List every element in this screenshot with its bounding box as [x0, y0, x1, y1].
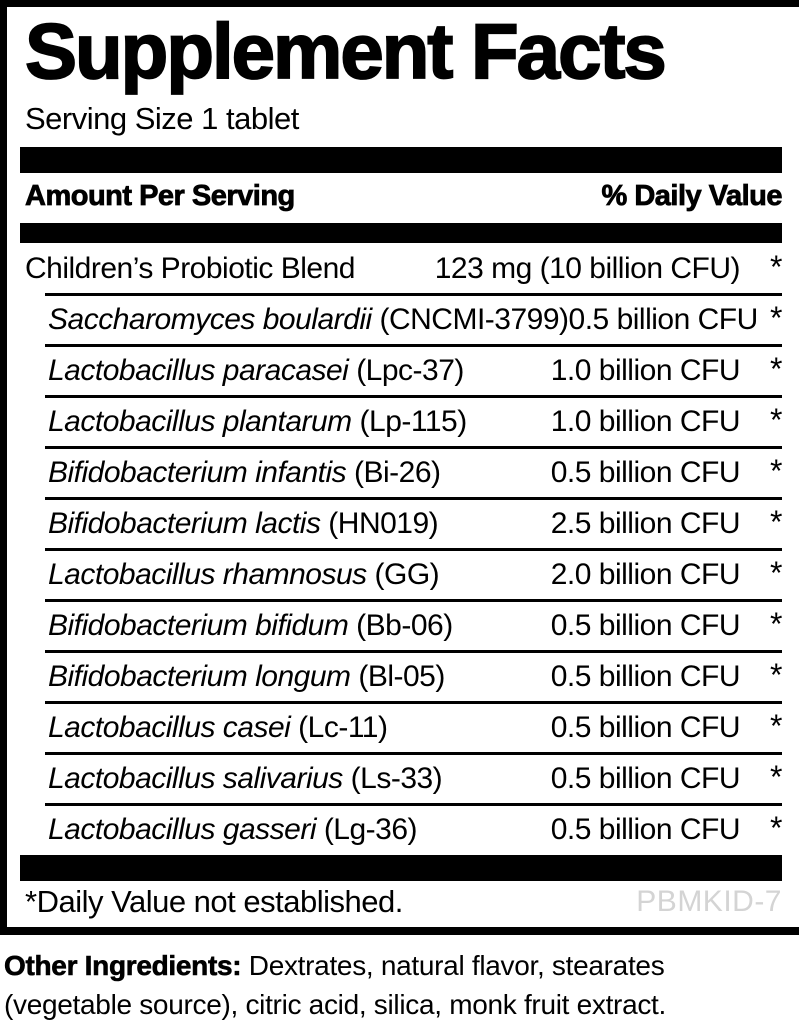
ingredient-amount: 123 mg (10 billion CFU)	[434, 251, 740, 285]
ingredient-strain-code: (Bl-05)	[350, 659, 445, 693]
daily-value-asterisk: *	[770, 759, 782, 796]
ingredient-species-name: Lactobacillus casei	[48, 710, 291, 744]
ingredient-name	[25, 252, 355, 286]
thick-separator-bar-header	[20, 223, 782, 243]
ingredient-name	[48, 507, 438, 541]
ingredient-strain-code: (HN019)	[320, 506, 439, 540]
ingredient-rows	[20, 243, 782, 855]
ingredient-row	[20, 753, 782, 804]
daily-value-asterisk: *	[770, 708, 782, 745]
ingredient-name	[48, 354, 464, 388]
ingredient-name	[48, 762, 442, 796]
ingredient-row	[20, 498, 782, 549]
ingredient-strain-code: (Lpc-37)	[348, 353, 464, 387]
supplement-facts-title: Supplement Facts	[25, 7, 665, 95]
daily-value-asterisk: *	[770, 351, 782, 388]
daily-value-asterisk: *	[770, 504, 782, 541]
ingredient-row	[20, 345, 782, 396]
daily-value-asterisk: *	[770, 555, 782, 592]
ingredient-strain-code: (Ls-33)	[342, 761, 443, 795]
percent-daily-value-header: % Daily Value	[601, 179, 782, 212]
ingredient-name	[48, 456, 441, 490]
ingredient-row	[20, 243, 782, 294]
ingredient-row	[20, 651, 782, 702]
ingredient-row	[20, 702, 782, 753]
daily-value-asterisk: *	[770, 606, 782, 643]
ingredient-species-name: Saccharomyces boulardii	[48, 302, 372, 336]
ingredient-name	[48, 405, 467, 439]
ingredient-amount: 0.5 billion CFU	[550, 659, 740, 693]
other-ingredients-line	[4, 947, 799, 986]
other-ingredients-items: Dextrates, natural flavor, stearates	[248, 950, 665, 982]
ingredient-amount: 0.5 billion CFU	[550, 812, 740, 846]
ingredient-row	[20, 447, 782, 498]
ingredient-row	[20, 294, 782, 345]
ingredient-name	[48, 609, 453, 643]
ingredient-amount: 1.0 billion CFU	[550, 353, 740, 387]
ingredient-row	[20, 600, 782, 651]
ingredient-amount: 0.5 billion CFU	[550, 761, 740, 795]
ingredient-row	[20, 804, 782, 855]
ingredient-strain-code: (Bb-06)	[348, 608, 453, 642]
other-ingredients-text	[4, 947, 799, 1024]
ingredient-name	[48, 711, 387, 745]
ingredient-species-name: Lactobacillus plantarum	[48, 404, 352, 438]
ingredient-name	[48, 660, 445, 694]
thick-separator-bar-top	[20, 147, 782, 173]
ingredient-amount: 2.5 billion CFU	[550, 506, 740, 540]
product-code: PBMKID-7	[636, 885, 782, 919]
daily-value-asterisk: *	[770, 657, 782, 694]
column-header-row	[20, 173, 782, 223]
ingredient-species-name: Bifidobacterium lactis	[48, 506, 321, 540]
amount-per-serving-header: Amount Per Serving	[25, 179, 295, 212]
ingredient-species-name: Bifidobacterium bifidum	[48, 608, 349, 642]
other-ingredients-label: Other Ingredients:	[4, 950, 242, 982]
ingredient-name	[48, 813, 417, 847]
ingredient-species-name: Bifidobacterium infantis	[48, 455, 347, 489]
daily-value-asterisk: *	[770, 402, 782, 439]
ingredient-species-name: Lactobacillus rhamnosus	[48, 557, 367, 591]
ingredient-species-name: Bifidobacterium longum	[48, 659, 351, 693]
ingredient-amount: 2.0 billion CFU	[550, 557, 740, 591]
ingredient-row	[20, 396, 782, 447]
ingredient-strain-code: (Lp-115)	[351, 404, 467, 438]
daily-value-asterisk: *	[770, 453, 782, 490]
ingredient-amount: 0.5 billion CFU	[550, 455, 740, 489]
daily-value-asterisk: *	[770, 300, 782, 337]
ingredient-species-name: Lactobacillus gasseri	[48, 812, 316, 846]
ingredient-species-name: Lactobacillus salivarius	[48, 761, 343, 795]
ingredient-row	[20, 549, 782, 600]
ingredient-strain-code: (Bi-26)	[346, 455, 441, 489]
ingredient-name	[48, 303, 569, 337]
footnote-text: *Daily Value not established.	[25, 884, 403, 920]
ingredient-amount: 1.0 billion CFU	[550, 404, 740, 438]
ingredient-amount: 0.5 billion CFU	[550, 710, 740, 744]
ingredient-strain-code: (GG)	[366, 557, 440, 591]
ingredient-strain-code: (CNCMI-3799)	[371, 302, 569, 336]
ingredient-amount: 0.5 billion CFU	[568, 302, 758, 336]
footnote-row	[20, 881, 782, 927]
ingredient-amount: 0.5 billion CFU	[550, 608, 740, 642]
daily-value-asterisk: *	[770, 810, 782, 847]
ingredient-species-name: Lactobacillus paracasei	[48, 353, 349, 387]
ingredient-strain-code: (Lg-36)	[315, 812, 418, 846]
ingredient-strain-code: (Lc-11)	[290, 710, 388, 744]
other-ingredients-line: (vegetable source), citric acid, silica, monk fruit extract.	[4, 989, 667, 1021]
serving-size-text: Serving Size 1 tablet	[25, 101, 299, 137]
ingredient-name	[48, 558, 439, 592]
ingredient-strain-code: Children’s Probiotic Blend	[25, 251, 355, 285]
thick-separator-bar-bottom	[20, 855, 782, 881]
daily-value-asterisk: *	[770, 249, 782, 286]
